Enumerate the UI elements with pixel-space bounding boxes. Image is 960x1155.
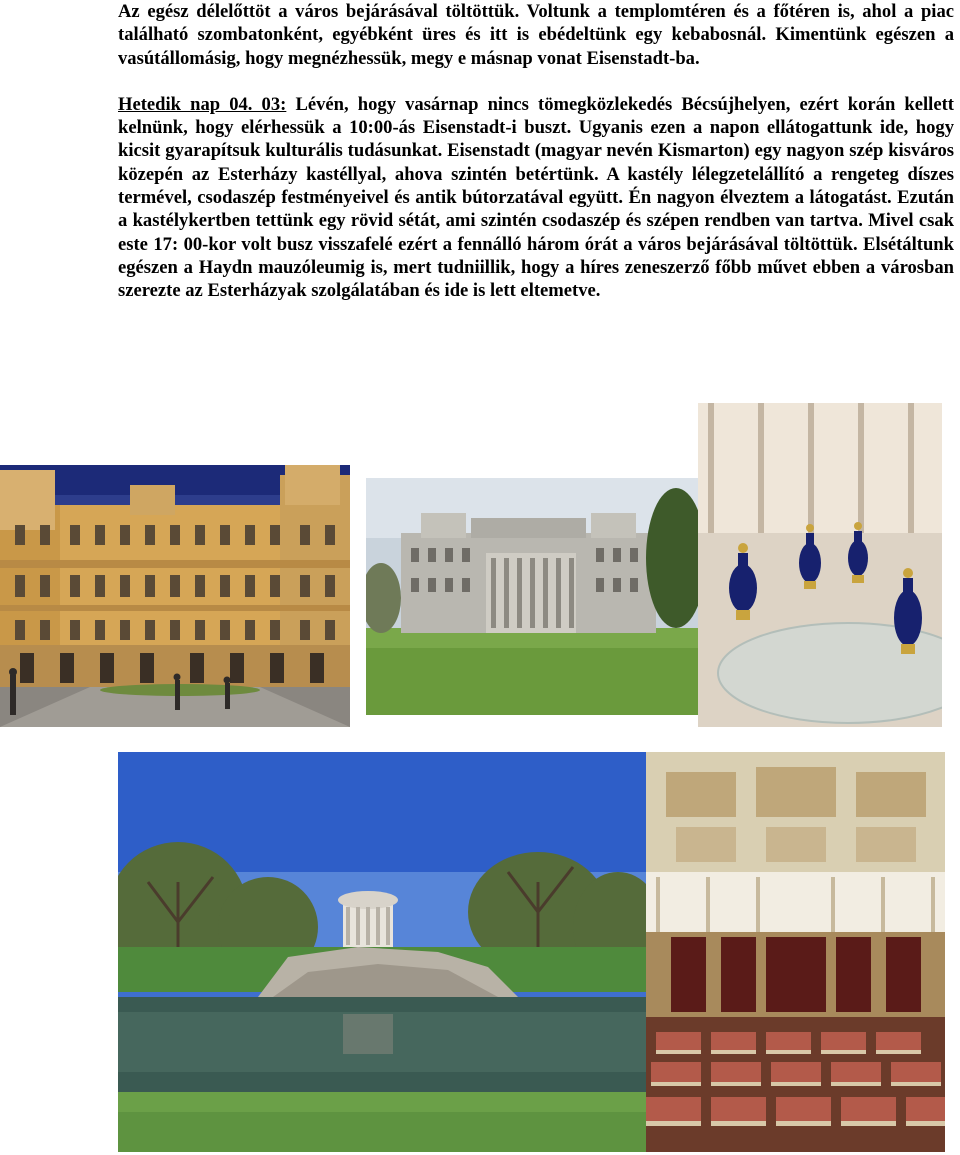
day-heading: Hetedik nap 04. 03: xyxy=(118,93,287,115)
photo-temple-pond xyxy=(118,752,646,1152)
paragraph-body: Lévén, hogy vasárnap nincs tömegközlekedés Bécsújhelyen, ezért korán kellett kelnünk, hogy elérhessük a 10:00-ás Eisenstadt-i buszt. Ugyanis ezen a napon ellátogattunk ide, hogy kicsit gyarapítsuk kulturális tudásunkat. Eisenstadt (magyar nevén Kismarton) egy nagyon szép kisváros közepén az Esterházy kastéllyal, ahova szintén betértünk. A kastély lélegzetelállító a rengeteg díszes termével, csodaszép festményeivel és antik bútorzatával együtt. Én nagyon élveztem a látogatást. Ezután a kastélykertben tettünk egy rövid sétát, ami szintén csodaszép és szépen rendben van tartva. Mivel csak este 17: 00-kor volt busz visszafelé ezért a fennálló három órát a város bejárásával töltöttük. Elsétáltunk egészen a Haydn mauzóleumig is, mert tudniillik, hogy a híres zeneszerző főbb művet ebben a városban szerezte az Esterházyak szolgálatában és ide is lett eltemetve. xyxy=(118,93,954,302)
photo-vases xyxy=(698,403,942,727)
paragraph-day-seven xyxy=(118,93,954,303)
photo-haydn-hall xyxy=(646,752,945,1152)
document-text xyxy=(118,0,954,303)
paragraph-day-six: Az egész délelőttöt a város bejárásával töltöttük. Voltunk a templomtéren és a főtéren is, ahol a piac található szombatonként, egyébként üres és itt is ebédeltünk egy kebabosnál. Kimentünk egészen a vasútállomásig, hogy megnézhessük, megy e másnap vonat Eisenstadt-ba. xyxy=(118,1,954,69)
photo-palace-garden xyxy=(366,478,698,715)
photo-palace-front xyxy=(0,465,350,727)
